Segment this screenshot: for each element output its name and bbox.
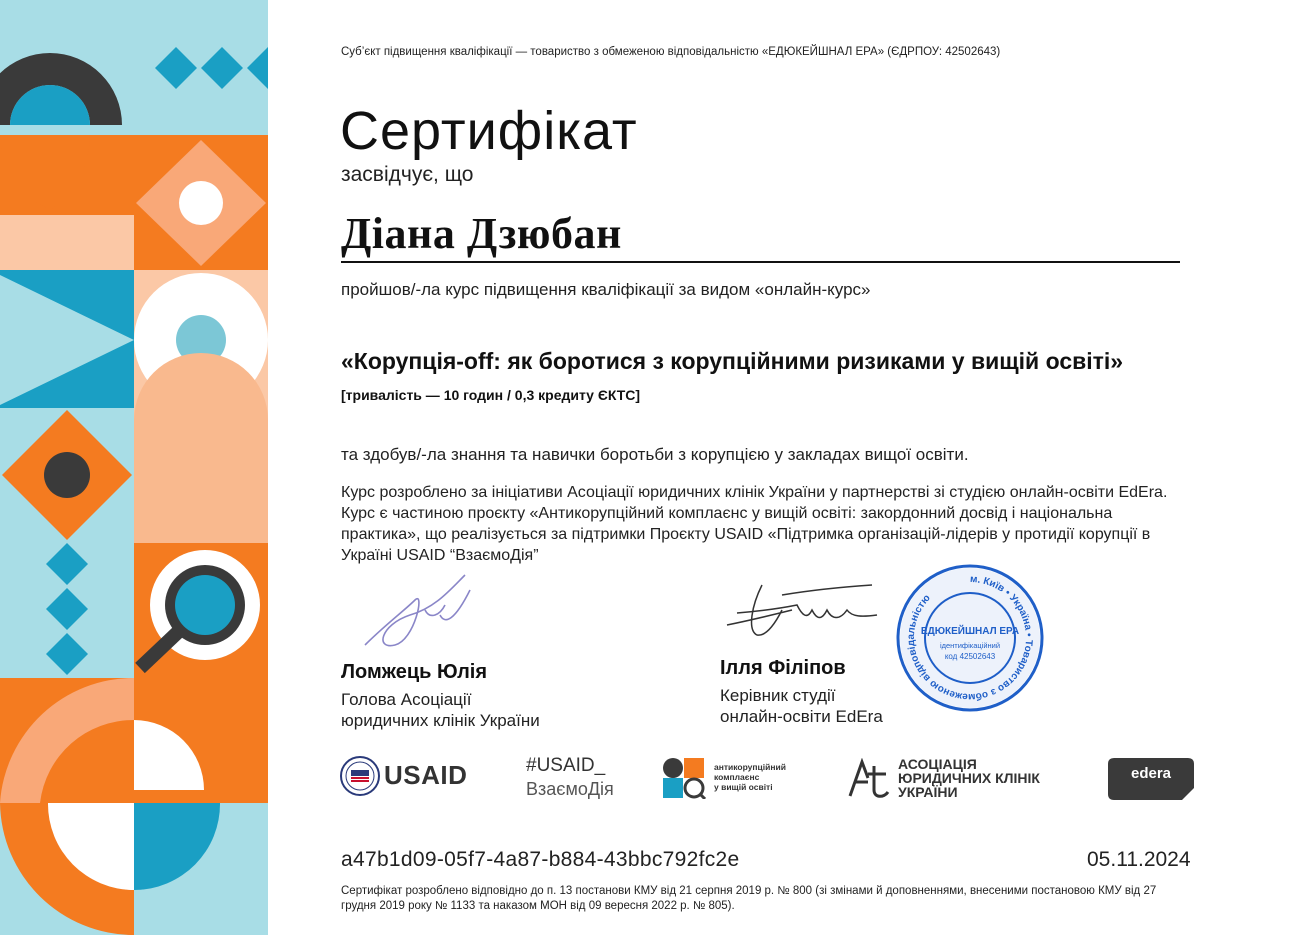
signatory-2-role [720,685,980,727]
anticor-line1: антикорупційний [714,762,786,772]
signature-1 [355,570,485,655]
law-clinics-association-text [898,757,1088,799]
decorative-pattern [0,0,268,935]
signatory-2-name: Ілля Філіпов [720,657,846,679]
hashtag-usaid: #USAID_ [526,755,606,776]
recipient-name: Діана Дзюбан [341,209,622,258]
signature-2 [722,575,882,645]
signatory-1-name: Ломжець Юлія [341,661,488,683]
issuer-line: Суб’єкт підвищення кваліфікації — товариство з обмеженою відповідальністю «ЕДЮКЕЙШНАЛ ЕРА» (ЄДРПОУ: 42502643) [341,46,1001,58]
name-underline [341,261,1180,263]
signatory-2-role-line1: Керівник студії [720,686,836,705]
anticor-line2: комплаєнс [714,772,760,782]
anticorruption-compliance-icon [662,757,706,799]
stamp-center-name: ЕДЮКЕЙШНАЛ ЕРА [920,626,1020,637]
stamp-ring-text: м. Київ • Україна • Товариство з обмеженою відповідальністю [905,573,1034,703]
legal-footnote: Сертифікат розроблено відповідно до п. 13 постанови КМУ від 21 серпня 2019 р. № 800 (зі змінами й доповненнями, внесеними постановою КМУ від 27 грудня 2019 року № 1133 та наказом МОН від 09 вересня 2022 р. № 805). [341,885,1157,912]
law-clinics-association-icon [846,758,890,802]
certifies-text: засвідчує, що [341,163,474,186]
acquired-skills-text: та здобув/-ла знання та навички боротьби з корупцією у закладах вищої освіти. [341,445,969,464]
usaid-logo-text: USAID [384,760,468,790]
signatory-1-role [341,689,641,731]
edera-logo-text: edera [1130,765,1172,782]
hashtag-vzaemodiia: ВзаємоДія [526,779,614,799]
course-title: «Корупція-off: як боротися з корупційними ризиками у вищій освіті» [341,348,1124,374]
stamp-center-code: код 42502643 [944,652,996,661]
anticor-line3: у вищій освіті [714,782,773,792]
signatory-2-role-line2: онлайн-освіти EdEra [720,707,883,726]
assoc-line3: УКРАЇНИ [898,784,958,800]
signatory-1-role-line1: Голова Асоціації [341,690,472,709]
completion-text: пройшов/-ла курс підвищення кваліфікації за видом «онлайн-курс» [341,280,871,299]
anticorruption-logo-text [714,762,814,792]
certificate-id: a47b1d09-05f7-4a87-b884-43bbc792fc2e [341,848,740,871]
usaid-seal-icon [340,756,380,796]
stamp-center-sub: ідентифікаційний [939,641,1001,650]
assoc-line2: ЮРИДИЧНИХ КЛІНІК [898,770,1040,786]
certificate-title: Сертифікат [340,101,638,161]
issue-date: 05.11.2024 [1087,848,1191,871]
course-duration: [тривалість — 10 годин / 0,3 кредиту ЄКТС] [341,387,641,403]
signatory-1-role-line2: юридичних клінік України [341,711,540,730]
course-description: Курс розроблено за ініціативи Асоціації юридичних клінік України у партнерстві зі студією онлайн-освіти EdEra. Курс є частиною проєкту «Антикорупційний комплаєнс у вищій освіті: закордонний досвід і національна практика», що реалізується за підтримки Проєкту USAID «Підтримка організацій-лідерів у протидії корупції в Україні USAID “ВзаємоДія” [341,484,1168,564]
assoc-line1: АСОЦІАЦІЯ [898,756,977,772]
edera-logo [1108,758,1194,800]
